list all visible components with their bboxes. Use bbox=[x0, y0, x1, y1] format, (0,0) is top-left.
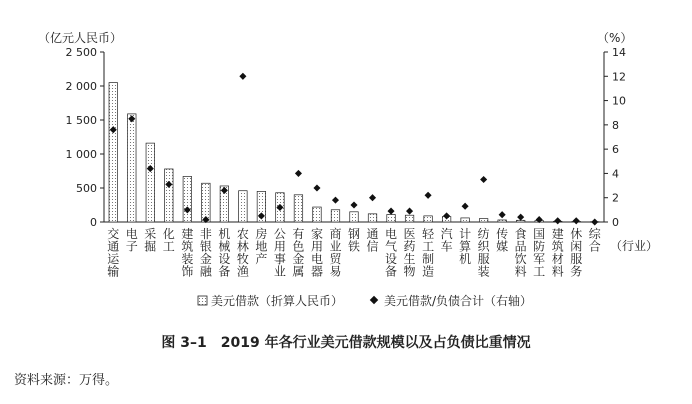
x-axis-unit: （行业） bbox=[610, 239, 659, 253]
left-tick-label: 2 000 bbox=[65, 80, 97, 93]
category-label: 计算机 bbox=[459, 227, 472, 266]
left-tick-label: 0 bbox=[90, 216, 97, 229]
bar bbox=[405, 215, 414, 222]
legend-bar-swatch bbox=[198, 296, 207, 305]
bar bbox=[461, 218, 470, 222]
category-label: 休闲服务 bbox=[570, 227, 583, 279]
ratio-point bbox=[591, 218, 598, 225]
right-tick-label: 0 bbox=[612, 216, 619, 229]
figure-caption: 图 3–1 2019 年各行业美元借款规模以及占负债比重情况 bbox=[161, 335, 531, 351]
legend-point-swatch bbox=[370, 296, 378, 304]
right-tick-label: 12 bbox=[612, 70, 626, 84]
category-label: 综合 bbox=[588, 227, 601, 254]
left-axis-unit: （亿元人民币） bbox=[38, 31, 123, 45]
ratio-point bbox=[369, 194, 376, 201]
ratio-point bbox=[239, 73, 246, 80]
ratio-point bbox=[462, 203, 469, 210]
bar bbox=[387, 215, 396, 222]
bar bbox=[165, 169, 174, 222]
category-label: 国防军工 bbox=[533, 227, 546, 279]
bar bbox=[239, 191, 248, 222]
right-tick-label: 6 bbox=[612, 143, 619, 157]
category-label: 农林牧渔 bbox=[236, 227, 249, 279]
bar bbox=[368, 214, 377, 222]
category-label: 医药生物 bbox=[403, 227, 416, 279]
category-label: 通信 bbox=[366, 227, 379, 254]
category-label: 有色金属 bbox=[292, 227, 305, 279]
ratio-point bbox=[480, 176, 487, 183]
bar bbox=[313, 207, 322, 222]
ratio-point bbox=[350, 201, 357, 208]
category-label: 公用事业 bbox=[273, 227, 286, 279]
bar bbox=[350, 212, 359, 222]
ratio-point bbox=[388, 208, 395, 215]
right-tick-label: 8 bbox=[612, 118, 619, 132]
category-label: 机械设备 bbox=[218, 227, 231, 279]
bar bbox=[128, 114, 136, 222]
ratio-point bbox=[406, 208, 413, 215]
bar bbox=[479, 219, 488, 222]
category-label: 电子 bbox=[125, 227, 138, 254]
category-label: 食品饮料 bbox=[514, 227, 527, 279]
category-label: 汽车 bbox=[440, 227, 453, 254]
category-label: 化工 bbox=[162, 227, 175, 254]
category-label: 房地产 bbox=[255, 227, 268, 266]
category-label: 轻工制造 bbox=[422, 227, 435, 279]
bar bbox=[146, 143, 155, 222]
right-y-ticks bbox=[604, 46, 626, 229]
right-tick-label: 10 bbox=[612, 94, 626, 108]
category-label: 商业贸易 bbox=[329, 227, 342, 279]
bar bbox=[331, 210, 340, 222]
bar bbox=[424, 216, 433, 222]
ratio-point bbox=[517, 214, 524, 221]
ratio-point bbox=[499, 211, 506, 218]
bar bbox=[294, 195, 303, 222]
right-tick-label: 14 bbox=[612, 46, 626, 59]
ratio-point bbox=[313, 184, 320, 191]
category-label: 非银金融 bbox=[199, 227, 212, 279]
source-note: 资料来源：万得。 bbox=[14, 373, 119, 388]
ratio-point bbox=[554, 217, 561, 224]
left-y-ticks bbox=[66, 46, 105, 229]
legend-bar-label: 美元借款（折算人民币） bbox=[211, 294, 344, 308]
ratio-point bbox=[295, 170, 302, 177]
ratio-point bbox=[573, 217, 580, 224]
bar bbox=[183, 176, 192, 222]
bar bbox=[109, 83, 118, 222]
legend-point-label: 美元借款/负债合计（右轴） bbox=[384, 294, 533, 308]
left-tick-label: 2 500 bbox=[65, 46, 97, 59]
category-labels bbox=[107, 226, 601, 279]
ratio-point bbox=[425, 192, 432, 199]
left-tick-label: 1 000 bbox=[65, 148, 97, 161]
ratio-point bbox=[332, 197, 339, 204]
legend bbox=[198, 293, 532, 308]
bars-series bbox=[109, 83, 599, 223]
left-tick-label: 500 bbox=[76, 182, 97, 195]
category-label: 电气设备 bbox=[385, 227, 398, 279]
category-label: 交通运输 bbox=[107, 227, 120, 279]
left-tick-label: 1 500 bbox=[65, 114, 97, 127]
category-label: 建筑装饰 bbox=[181, 227, 194, 279]
category-label: 钢铁 bbox=[347, 227, 361, 254]
right-tick-label: 4 bbox=[612, 167, 619, 181]
right-axis-unit: （%） bbox=[597, 31, 633, 45]
category-label: 采掘 bbox=[144, 227, 157, 254]
right-tick-label: 2 bbox=[612, 191, 619, 205]
category-label: 传媒 bbox=[496, 227, 509, 254]
category-label: 纺织服装 bbox=[477, 227, 490, 279]
category-label: 建筑材料 bbox=[551, 227, 564, 279]
category-label: 家用电器 bbox=[310, 227, 323, 279]
bar bbox=[498, 220, 507, 222]
